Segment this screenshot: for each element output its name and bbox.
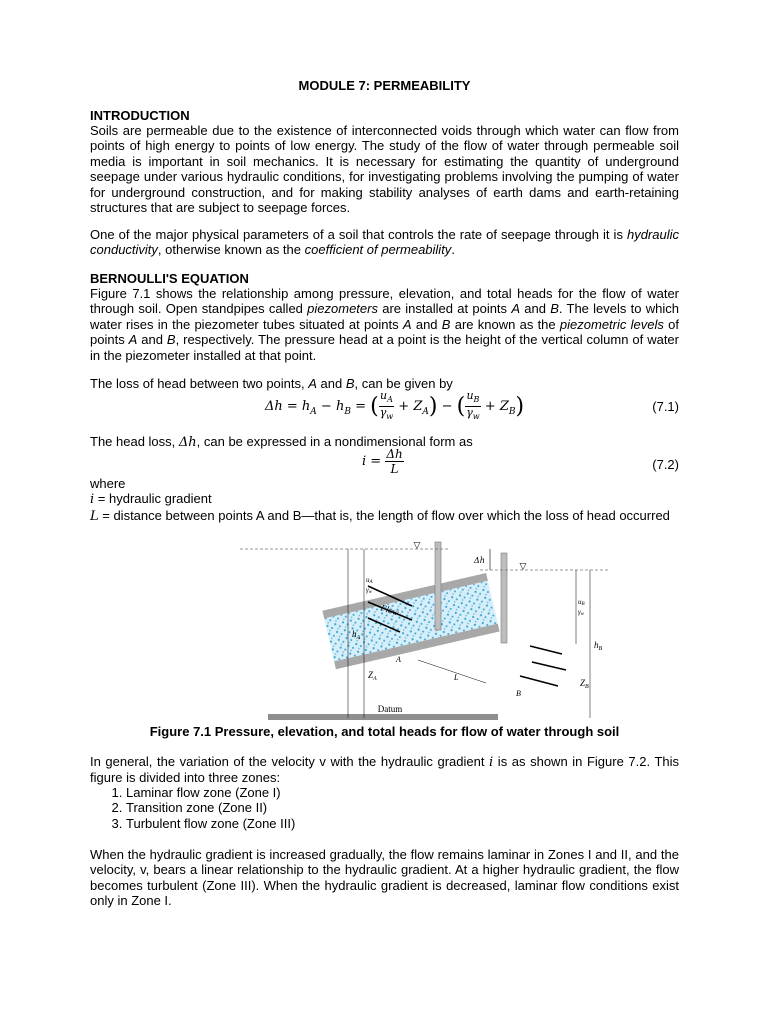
definitions: [90, 476, 679, 524]
figure-7-1: [240, 538, 603, 722]
equation-7-2-body: i = $\frac{\Delta h}{L}$: [362, 447, 403, 476]
equation-7-1: [90, 390, 679, 424]
datum-label: Datum: [377, 704, 403, 714]
equation-7-1-number: (7.1): [652, 399, 679, 414]
intro-paragraph-1: Soils are permeable due to the existence of interconnected voids through which water can flow from points of high energy to points of low energy. The study of the flow of water through permeable soil media is important in soil mechanics. It is necessary for estimating the quantity of underground seepage under various hydraulic conditions, for investigating problems involving the pumping of water for underground construction, and for making stability analyses of earth dams and earth-retaining structures that are subject to seepage forces.: [90, 123, 679, 216]
svg-text:γw: γw: [578, 608, 585, 617]
datum-bar: [268, 714, 498, 720]
svg-text:γw: γw: [366, 586, 373, 595]
head-loss-intro: The loss of head between two points, A and B, can be given by: [90, 376, 453, 391]
zones-final-paragraph: When the hydraulic gradient is increased gradually, the flow remains laminar in Zones I and II, and the velocity, v, bears a linear relationship to the hydraulic gradient. At a higher hydraulic gradient, the flow becomes turbulent (Zone III). When the hydraulic gradient is decreased, laminar flow conditions exist only in Zone I.: [90, 847, 679, 909]
intro-heading: INTRODUCTION: [90, 108, 190, 123]
equation-7-2-number: (7.2): [652, 457, 679, 472]
intro-section: [90, 108, 679, 215]
svg-text:hB: $h_B$: [594, 640, 603, 652]
equation-7-1-body: $\Delta h = h_A - h_B$ = ( $\frac{u_A}{\gamma_w}$ + $Z_A$) − ( $\frac{u_B}{\gamma_w}$ + $Z_B$): [265, 389, 525, 422]
definition-L: L = distance between points A and B—that is, the length of flow over which the loss of head occurred: [90, 507, 670, 524]
soil-sample: [322, 573, 499, 669]
svg-text:uB: uB: [578, 598, 585, 607]
delta-h-label: Δh: [474, 556, 485, 565]
water-level-a-icon: ▽: [413, 541, 421, 551]
piezometer-a: [435, 542, 441, 630]
emphasis-hydraulic-conductivity: hydraulic conductivity: [90, 227, 679, 258]
definition-i: i = hydraulic gradient: [90, 491, 212, 508]
length-label: L: [454, 673, 459, 682]
list-item: 3. Turbulent flow zone (Zone III): [126, 816, 679, 831]
piezometer-b: [501, 553, 507, 643]
head-loss-nondimensional: The head loss, Δh, can be expressed in a nondimensional form as: [90, 434, 473, 450]
water-level-b-icon: ▽: [519, 562, 527, 572]
emphasis-coefficient-of-permeability: coefficient of permeability: [304, 242, 452, 258]
zones-intro: In general, the variation of the velocity v with the hydraulic gradient i is as shown in Figure 7.2. This figure is divided into three zones:: [90, 754, 680, 786]
point-a-label: A: [396, 655, 401, 664]
svg-text:ZA: $Z_A$: [368, 670, 377, 682]
where-label: where: [90, 476, 126, 491]
point-b-label: B: [516, 689, 521, 698]
list-item: 2. Transition zone (Zone II): [126, 800, 679, 815]
page-title: MODULE 7: PERMEABILITY: [298, 78, 471, 93]
bernoulli-paragraph: Figure 7.1 shows the relationship among pressure, elevation, and total heads for the flow of water through soil. Open standpipes called piezometers are installed at points A and B. The levels to which water rises in the piezometer tubes situated at points A and B are known as the piezometric levels of points A and B, respectively. The pressure head at a point is the height of the vertical column of water in the piezometer installed at that point.: [90, 286, 680, 363]
svg-text:hA: $h_A$: [352, 629, 361, 641]
intro-paragraph-2: One of the major physical parameters of a soil that controls the rate of seepage through it is hydraulic conductivity, otherwise known as the coefficient of permeability.: [90, 227, 679, 258]
zones-list: [90, 785, 679, 831]
svg-text:ZB: $Z_B$: [580, 678, 589, 690]
list-item: 1. Laminar flow zone (Zone I): [126, 785, 679, 800]
flow-label: Flow: [379, 602, 401, 618]
svg-text:uA: uA: [366, 576, 373, 585]
bernoulli-section: [90, 271, 679, 363]
figure-caption: Figure 7.1 Pressure, elevation, and total heads for flow of water through soil: [149, 724, 620, 739]
bernoulli-heading: BERNOULLI'S EQUATION: [90, 271, 249, 286]
